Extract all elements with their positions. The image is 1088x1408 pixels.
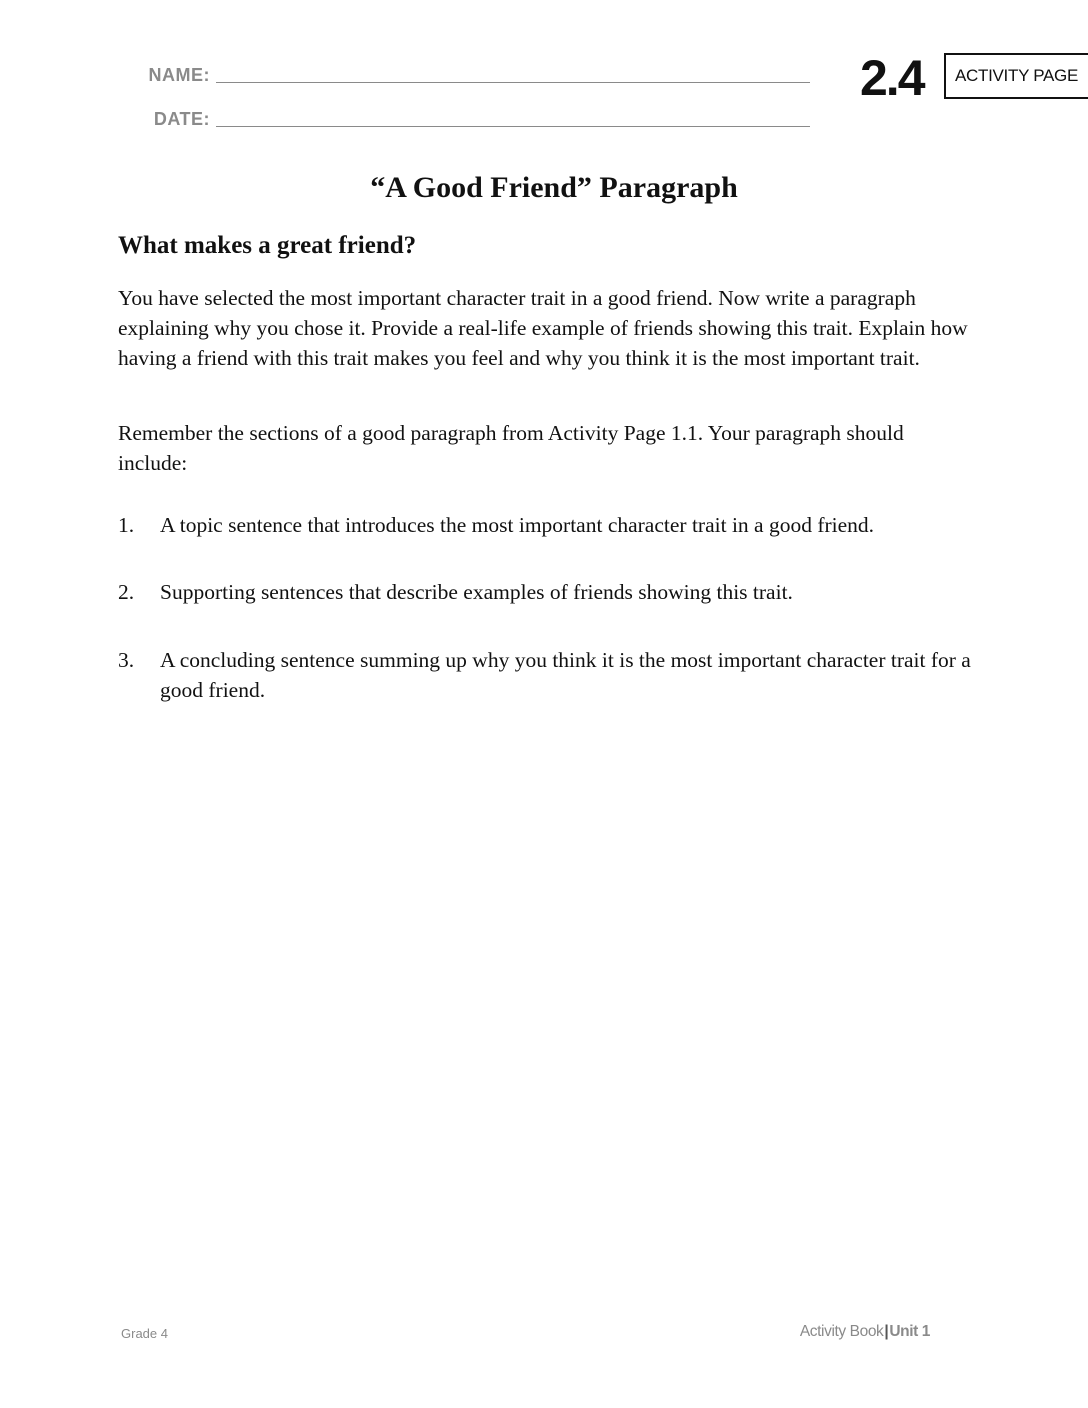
date-field-row [100,108,810,130]
list-item [118,510,998,540]
footer-book-title: Activity Book [799,1323,884,1340]
requirements-paragraph: Remember the sections of a good paragraph from Activity Page 1.1. Your paragraph should include: [118,421,904,475]
list-item-number: 2. [118,580,135,604]
instructions-paragraph: You have selected the most important character trait in a good friend. Now write a paragraph explaining why you chose it. Provide a real-life example of friends showing this trait. Explain how having a friend with this trait makes you feel and why you think it is the most important trait. [118,286,968,370]
list-item-number: 3. [118,648,135,672]
name-write-line[interactable] [216,82,810,83]
footer-separator: | [884,1323,889,1340]
footer-book-info [785,1323,930,1341]
name-field-row [100,64,810,86]
activity-page-badge [944,53,1088,99]
footer-unit: Unit 1 [889,1323,930,1340]
date-label: DATE: [153,109,210,129]
name-label: NAME: [148,65,210,85]
activity-page-label: ACTIVITY PAGE [955,66,1079,85]
list-item-text: A topic sentence that introduces the most important character trait in a good friend. [160,513,875,537]
section-heading: What makes a great friend? [118,232,417,259]
list-item-number: 1. [118,513,135,537]
footer-grade: Grade 4 [121,1326,168,1341]
list-item [118,645,998,705]
list-item-text: Supporting sentences that describe examples of friends showing this trait. [160,580,793,604]
page-number: 2.4 [860,50,924,106]
list-item-text: A concluding sentence summing up why you think it is the most important character trait for a good friend. [160,648,971,702]
date-write-line[interactable] [216,126,810,127]
list-item [118,577,998,607]
page-title: “A Good Friend” Paragraph [370,171,738,204]
